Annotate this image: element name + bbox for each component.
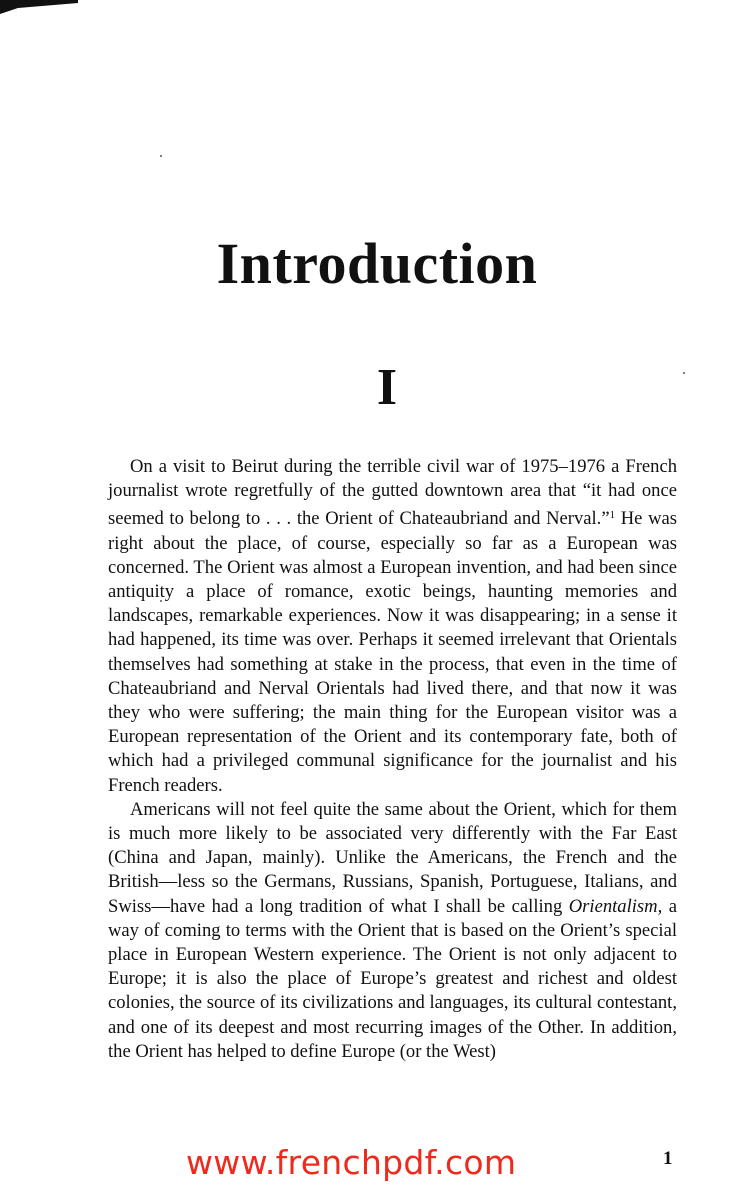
italic-term: Orientalism, xyxy=(568,895,663,917)
chapter-title: Introduction xyxy=(216,231,538,296)
section-numeral: I xyxy=(376,359,398,416)
scan-speck xyxy=(160,155,162,157)
page-number: 1 xyxy=(663,1148,673,1169)
paragraph-2-text-after-term: a way of coming to terms with the Orient that is based on the Orient’s special place in European Western experience. The Orient is not only adjacent to Europe; it is also the place of Europe’s greatest and richest and oldest colonies, the source of its civilizations and languages, its cultural contestant, and one of its deepest and most recurring images of the Other. In addition, the Orient has helped to define Europe (or the West) xyxy=(108,895,677,1062)
paragraph-2-text-before-term: Americans will not feel quite the same about the Orient, which for them is much more likely to be associated very differently with the Far East (China and Japan, mainly). Unlike the Americans, the French and the British—less so the Germans, Russians, Spanish, Portuguese, Italians, and Swiss—have had a long tradition of what I shall be calling xyxy=(108,798,677,917)
footnote-marker: 1 xyxy=(609,509,616,522)
body-text xyxy=(108,455,677,1064)
paragraph-1 xyxy=(108,455,677,798)
paragraph-2 xyxy=(108,798,677,1064)
paragraph-1-text-before-note: On a visit to Beirut during the terrible civil war of 1975–1976 a French journalist wrote regretfully of the gutted downtown area that “it had once seemed to belong to . . . the Orient of Chateaubriand and Nerval.” xyxy=(108,456,677,530)
watermark: www.frenchpdf.com xyxy=(186,1143,517,1182)
scan-corner-mark xyxy=(0,0,80,22)
paragraph-1-text-after-note: He was right about the place, of course, especially so far as a European was concerned. The Orient was almost a European invention, and had been since antiquity a place of romance, exotic beings, haunting memories and landscapes, remarkable experiences. Now it was disappearing; in a sense it had happened, its time was over. Perhaps it seemed irrelevant that Orientals themselves had something at stake in the process, that even in the time of Chateaubriand and Nerval Orientals had lived there, and that now it was they who were suffering; the main thing for the European visitor was a European representation of the Orient and its contemporary fate, both of which had a privileged communal significance for the journalist and his French readers. xyxy=(108,508,677,796)
